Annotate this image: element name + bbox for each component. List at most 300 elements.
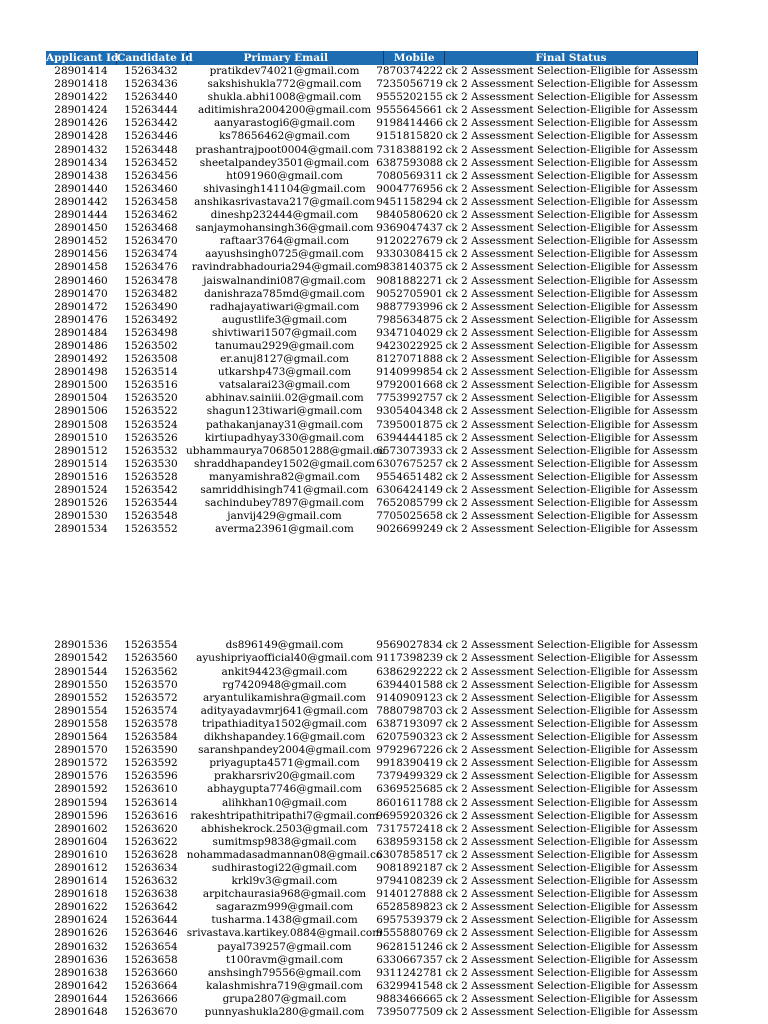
applicant-id-cell[interactable]: 28901426 <box>54 117 108 130</box>
table-row[interactable] <box>46 392 698 405</box>
table-row[interactable] <box>46 744 698 757</box>
email-cell[interactable]: ks78656462@gmail.com <box>219 130 350 143</box>
status-cell[interactable]: ck 2 Assessment Selection-Eligible for Assessm <box>445 444 698 457</box>
table-row[interactable] <box>46 823 698 836</box>
applicant-id-cell[interactable]: 28901632 <box>54 940 108 953</box>
mobile-cell[interactable]: 6329941548 <box>376 979 443 992</box>
applicant-id-cell[interactable]: 28901572 <box>54 757 108 770</box>
mobile-cell[interactable]: 6573073933 <box>376 444 443 457</box>
status-cell[interactable]: ck 2 Assessment Selection-Eligible for Assessm <box>445 717 698 730</box>
mobile-cell[interactable]: 6957539379 <box>376 914 443 927</box>
email-cell[interactable]: grupa2807@gmail.com <box>222 992 347 1005</box>
status-cell[interactable]: ck 2 Assessment Selection-Eligible for Assessm <box>445 156 698 169</box>
table-row[interactable] <box>46 261 698 274</box>
email-cell[interactable]: vatsalarai23@gmail.com <box>218 379 351 392</box>
table-row[interactable] <box>46 523 698 536</box>
status-cell[interactable]: ck 2 Assessment Selection-Eligible for Assessm <box>445 353 698 366</box>
table-row[interactable] <box>46 705 698 718</box>
candidate-id-cell[interactable]: 15263528 <box>124 470 178 483</box>
candidate-id-cell[interactable]: 15263444 <box>124 104 178 117</box>
email-cell[interactable]: rg7420948@gmail.com <box>222 678 347 691</box>
applicant-id-cell[interactable]: 28901570 <box>54 744 108 757</box>
mobile-cell[interactable]: 6369525685 <box>376 783 443 796</box>
email-cell[interactable]: krkl9v3@gmail.com <box>231 875 338 888</box>
candidate-id-cell[interactable]: 15263596 <box>124 770 178 783</box>
status-cell[interactable]: ck 2 Assessment Selection-Eligible for Assessm <box>445 809 698 822</box>
email-cell[interactable]: ankit94423@gmail.com <box>221 665 348 678</box>
applicant-id-cell[interactable]: 28901516 <box>54 470 108 483</box>
status-cell[interactable]: ck 2 Assessment Selection-Eligible for Assessm <box>445 300 698 313</box>
applicant-id-cell[interactable]: 28901542 <box>54 652 108 665</box>
candidate-id-cell[interactable]: 15263520 <box>124 392 178 405</box>
status-cell[interactable]: ck 2 Assessment Selection-Eligible for Assessm <box>445 783 698 796</box>
table-row[interactable] <box>46 679 698 692</box>
table-row[interactable] <box>46 157 698 170</box>
applicant-id-cell[interactable]: 28901440 <box>54 182 108 195</box>
mobile-cell[interactable]: 9555202155 <box>376 91 443 104</box>
applicant-id-cell[interactable]: 28901418 <box>54 78 108 91</box>
candidate-id-cell[interactable]: 15263492 <box>124 313 178 326</box>
applicant-id-cell[interactable]: 28901444 <box>54 209 108 222</box>
email-cell[interactable]: pratikdev74021@gmail.com <box>209 65 360 77</box>
candidate-id-cell[interactable]: 15263522 <box>124 405 178 418</box>
table-row[interactable] <box>46 497 698 510</box>
mobile-cell[interactable]: 9305404348 <box>376 405 443 418</box>
candidate-id-cell[interactable]: 15263526 <box>124 431 178 444</box>
status-cell[interactable]: ck 2 Assessment Selection-Eligible for Assessm <box>445 914 698 927</box>
table-row[interactable] <box>46 144 698 157</box>
applicant-id-cell[interactable]: 28901604 <box>54 835 108 848</box>
applicant-id-cell[interactable]: 28901576 <box>54 770 108 783</box>
candidate-id-cell[interactable]: 15263442 <box>124 117 178 130</box>
header-mobile[interactable]: Mobile <box>384 51 445 65</box>
applicant-id-cell[interactable]: 28901648 <box>54 1006 108 1018</box>
candidate-id-cell[interactable]: 15263616 <box>124 809 178 822</box>
email-cell[interactable]: t100ravm@gmail.com <box>225 953 344 966</box>
mobile-cell[interactable]: 7080569311 <box>376 169 443 182</box>
email-cell[interactable]: ayushipriyaofficial40@gmail.com <box>196 652 373 665</box>
table-row[interactable] <box>46 770 698 783</box>
table-row[interactable] <box>46 314 698 327</box>
email-cell[interactable]: prashantrajpoot0004@gmail.com <box>195 143 374 156</box>
status-cell[interactable]: ck 2 Assessment Selection-Eligible for Assessm <box>445 182 698 195</box>
table-row[interactable] <box>46 849 698 862</box>
applicant-id-cell[interactable]: 28901486 <box>54 339 108 352</box>
candidate-id-cell[interactable]: 15263628 <box>124 848 178 861</box>
email-cell[interactable]: raftaar3764@gmail.com <box>219 235 350 248</box>
applicant-id-cell[interactable]: 28901450 <box>54 222 108 235</box>
email-cell[interactable]: nohammadasadmannan08@gmail.co <box>186 848 383 861</box>
table-row[interactable] <box>46 927 698 940</box>
applicant-id-cell[interactable]: 28901644 <box>54 992 108 1005</box>
email-cell[interactable]: manyamishra82@gmail.com <box>209 470 360 483</box>
mobile-cell[interactable]: 6306424149 <box>376 484 443 496</box>
applicant-id-cell[interactable]: 28901504 <box>54 392 108 405</box>
email-cell[interactable]: dineshp232444@gmail.com <box>210 209 359 222</box>
mobile-cell[interactable]: 9081892187 <box>376 861 443 874</box>
email-cell[interactable]: sakshishukla772@gmail.com <box>207 78 362 91</box>
status-cell[interactable]: ck 2 Assessment Selection-Eligible for Assessm <box>445 691 698 704</box>
email-cell[interactable]: er.anuj8127@gmail.com <box>220 353 349 366</box>
email-cell[interactable]: rakeshtripathitripathi7@gmail.com <box>190 809 379 822</box>
email-cell[interactable]: averma23961@gmail.com <box>215 523 354 536</box>
status-cell[interactable]: ck 2 Assessment Selection-Eligible for Assessm <box>445 274 698 287</box>
applicant-id-cell[interactable]: 28901460 <box>54 274 108 287</box>
email-cell[interactable]: abhishekrock.2503@gmail.com <box>200 822 369 835</box>
applicant-id-cell[interactable]: 28901432 <box>54 143 108 156</box>
table-row[interactable] <box>46 340 698 353</box>
candidate-id-cell[interactable]: 15263620 <box>124 822 178 835</box>
status-cell[interactable]: ck 2 Assessment Selection-Eligible for Assessm <box>445 457 698 470</box>
status-cell[interactable]: ck 2 Assessment Selection-Eligible for Assessm <box>445 248 698 261</box>
mobile-cell[interactable]: 7318388192 <box>376 143 443 156</box>
applicant-id-cell[interactable]: 28901506 <box>54 405 108 418</box>
applicant-id-cell[interactable]: 28901484 <box>54 326 108 339</box>
status-cell[interactable]: ck 2 Assessment Selection-Eligible for Assessm <box>445 979 698 992</box>
table-row[interactable] <box>46 130 698 143</box>
status-cell[interactable]: ck 2 Assessment Selection-Eligible for Assessm <box>445 104 698 117</box>
mobile-cell[interactable]: 6207590323 <box>376 731 443 744</box>
status-cell[interactable]: ck 2 Assessment Selection-Eligible for Assessm <box>445 992 698 1005</box>
candidate-id-cell[interactable]: 15263462 <box>124 209 178 222</box>
applicant-id-cell[interactable]: 28901526 <box>54 497 108 510</box>
status-cell[interactable]: ck 2 Assessment Selection-Eligible for Assessm <box>445 195 698 208</box>
candidate-id-cell[interactable]: 15263544 <box>124 497 178 510</box>
candidate-id-cell[interactable]: 15263498 <box>124 326 178 339</box>
candidate-id-cell[interactable]: 15263552 <box>124 523 178 536</box>
applicant-id-cell[interactable]: 28901472 <box>54 300 108 313</box>
email-cell[interactable]: anshikasrivastava217@gmail.com <box>194 195 375 208</box>
mobile-cell[interactable]: 6307675257 <box>376 457 443 470</box>
applicant-id-cell[interactable]: 28901508 <box>54 418 108 431</box>
applicant-id-cell[interactable]: 28901594 <box>54 796 108 809</box>
table-row[interactable] <box>46 91 698 104</box>
mobile-cell[interactable]: 7753992757 <box>376 392 443 405</box>
applicant-id-cell[interactable]: 28901512 <box>54 444 108 457</box>
candidate-id-cell[interactable]: 15263632 <box>124 875 178 888</box>
table-row[interactable] <box>46 862 698 875</box>
mobile-cell[interactable]: 6386292222 <box>376 665 443 678</box>
mobile-cell[interactable]: 6528589823 <box>376 901 443 914</box>
applicant-id-cell[interactable]: 28901554 <box>54 704 108 717</box>
status-cell[interactable]: ck 2 Assessment Selection-Eligible for Assessm <box>445 652 698 665</box>
status-cell[interactable]: ck 2 Assessment Selection-Eligible for Assessm <box>445 523 698 536</box>
mobile-cell[interactable]: 9026699249 <box>376 523 443 536</box>
candidate-id-cell[interactable]: 15263584 <box>124 731 178 744</box>
applicant-id-cell[interactable]: 28901592 <box>54 783 108 796</box>
email-cell[interactable]: aanyarastogi6@gmail.com <box>213 117 356 130</box>
candidate-id-cell[interactable]: 15263638 <box>124 888 178 901</box>
table-row[interactable] <box>46 692 698 705</box>
table-row[interactable] <box>46 967 698 980</box>
table-row[interactable] <box>46 1006 698 1019</box>
candidate-id-cell[interactable]: 15263456 <box>124 169 178 182</box>
email-cell[interactable]: alihkhan10@gmail.com <box>222 796 347 809</box>
table-row[interactable] <box>46 445 698 458</box>
candidate-id-cell[interactable]: 15263524 <box>124 418 178 431</box>
applicant-id-cell[interactable]: 28901534 <box>54 523 108 536</box>
candidate-id-cell[interactable]: 15263530 <box>124 457 178 470</box>
mobile-cell[interactable]: 9792001668 <box>376 379 443 392</box>
mobile-cell[interactable]: 6389593158 <box>376 835 443 848</box>
table-row[interactable] <box>46 327 698 340</box>
email-cell[interactable]: punnyashukla280@gmail.com <box>204 1006 365 1018</box>
email-cell[interactable]: aditimishra2004200@gmail.com <box>197 104 372 117</box>
applicant-id-cell[interactable]: 28901552 <box>54 691 108 704</box>
status-cell[interactable]: ck 2 Assessment Selection-Eligible for Assessm <box>445 835 698 848</box>
table-row[interactable] <box>46 901 698 914</box>
table-row[interactable] <box>46 731 698 744</box>
mobile-cell[interactable]: 6330667357 <box>376 953 443 966</box>
mobile-cell[interactable]: 7395077509 <box>376 1006 443 1018</box>
status-cell[interactable]: ck 2 Assessment Selection-Eligible for Assessm <box>445 497 698 510</box>
candidate-id-cell[interactable]: 15263560 <box>124 652 178 665</box>
table-row[interactable] <box>46 980 698 993</box>
applicant-id-cell[interactable]: 28901524 <box>54 484 108 496</box>
mobile-cell[interactable]: 7235056719 <box>376 78 443 91</box>
header-primary-email[interactable]: Primary Email <box>188 51 384 65</box>
status-cell[interactable]: ck 2 Assessment Selection-Eligible for Assessm <box>445 379 698 392</box>
status-cell[interactable]: ck 2 Assessment Selection-Eligible for Assessm <box>445 757 698 770</box>
status-cell[interactable]: ck 2 Assessment Selection-Eligible for Assessm <box>445 117 698 130</box>
mobile-cell[interactable]: 9198414466 <box>376 117 443 130</box>
mobile-cell[interactable]: 9695920326 <box>376 809 443 822</box>
candidate-id-cell[interactable]: 15263508 <box>124 353 178 366</box>
table-row[interactable] <box>46 875 698 888</box>
status-cell[interactable]: ck 2 Assessment Selection-Eligible for Assessm <box>445 1006 698 1018</box>
candidate-id-cell[interactable]: 15263670 <box>124 1006 178 1018</box>
mobile-cell[interactable]: 9451158294 <box>376 195 443 208</box>
mobile-cell[interactable]: 9887793996 <box>376 300 443 313</box>
mobile-cell[interactable]: 9330308415 <box>376 248 443 261</box>
mobile-cell[interactable]: 9151815820 <box>376 130 443 143</box>
table-row[interactable] <box>46 353 698 366</box>
table-row[interactable] <box>46 170 698 183</box>
status-cell[interactable]: ck 2 Assessment Selection-Eligible for Assessm <box>445 431 698 444</box>
applicant-id-cell[interactable]: 28901498 <box>54 366 108 379</box>
status-cell[interactable]: ck 2 Assessment Selection-Eligible for Assessm <box>445 484 698 496</box>
email-cell[interactable]: shivasingh141104@gmail.com <box>203 182 366 195</box>
email-cell[interactable]: srivastava.kartikey.0884@gmail.com <box>186 927 383 940</box>
applicant-id-cell[interactable]: 28901596 <box>54 809 108 822</box>
candidate-id-cell[interactable]: 15263514 <box>124 366 178 379</box>
table-row[interactable] <box>46 718 698 731</box>
status-cell[interactable]: ck 2 Assessment Selection-Eligible for Assessm <box>445 861 698 874</box>
email-cell[interactable]: saranshpandey2004@gmail.com <box>198 744 371 757</box>
candidate-id-cell[interactable]: 15263574 <box>124 704 178 717</box>
status-cell[interactable]: ck 2 Assessment Selection-Eligible for Assessm <box>445 392 698 405</box>
mobile-cell[interactable]: 9081882271 <box>376 274 443 287</box>
table-row[interactable] <box>46 783 698 796</box>
table-row[interactable] <box>46 993 698 1006</box>
table-row[interactable] <box>46 797 698 810</box>
mobile-cell[interactable]: 9555880769 <box>376 927 443 940</box>
email-cell[interactable]: shukla.abhi1008@gmail.com <box>207 91 362 104</box>
table-row[interactable] <box>46 954 698 967</box>
candidate-id-cell[interactable]: 15263610 <box>124 783 178 796</box>
table-row[interactable] <box>46 288 698 301</box>
email-cell[interactable]: abhaygupta7746@gmail.com <box>207 783 362 796</box>
email-cell[interactable]: ht091960@gmail.com <box>226 169 343 182</box>
status-cell[interactable]: ck 2 Assessment Selection-Eligible for Assessm <box>445 130 698 143</box>
email-cell[interactable]: sudhirastogi22@gmail.com <box>211 861 358 874</box>
table-row[interactable] <box>46 510 698 523</box>
status-cell[interactable]: ck 2 Assessment Selection-Eligible for Assessm <box>445 405 698 418</box>
status-cell[interactable]: ck 2 Assessment Selection-Eligible for Assessm <box>445 796 698 809</box>
mobile-cell[interactable]: 9628151246 <box>376 940 443 953</box>
table-row[interactable] <box>46 183 698 196</box>
applicant-id-cell[interactable]: 28901452 <box>54 235 108 248</box>
table-row[interactable] <box>46 117 698 130</box>
email-cell[interactable]: pathakanjanay31@gmail.com <box>205 418 364 431</box>
status-cell[interactable]: ck 2 Assessment Selection-Eligible for Assessm <box>445 875 698 888</box>
candidate-id-cell[interactable]: 15263664 <box>124 979 178 992</box>
table-row[interactable] <box>46 405 698 418</box>
email-cell[interactable]: aayushsingh0725@gmail.com <box>205 248 364 261</box>
candidate-id-cell[interactable]: 15263542 <box>124 484 178 496</box>
email-cell[interactable]: ubhammaurya7068501288@gmail.co <box>186 444 386 457</box>
candidate-id-cell[interactable]: 15263572 <box>124 691 178 704</box>
candidate-id-cell[interactable]: 15263478 <box>124 274 178 287</box>
candidate-id-cell[interactable]: 15263440 <box>124 91 178 104</box>
mobile-cell[interactable]: 9569027834 <box>376 639 443 652</box>
mobile-cell[interactable]: 6394401588 <box>376 678 443 691</box>
table-row[interactable] <box>46 432 698 445</box>
applicant-id-cell[interactable]: 28901614 <box>54 875 108 888</box>
mobile-cell[interactable]: 9120227679 <box>376 235 443 248</box>
mobile-cell[interactable]: 9838140375 <box>376 261 443 274</box>
candidate-id-cell[interactable]: 15263658 <box>124 953 178 966</box>
table-row[interactable] <box>46 248 698 261</box>
table-row[interactable] <box>46 222 698 235</box>
table-row[interactable] <box>46 757 698 770</box>
email-cell[interactable]: arpitchaurasia968@gmail.com <box>202 888 367 901</box>
mobile-cell[interactable]: 9347104029 <box>376 326 443 339</box>
mobile-cell[interactable]: 7652085799 <box>376 497 443 510</box>
candidate-id-cell[interactable]: 15263562 <box>124 665 178 678</box>
candidate-id-cell[interactable]: 15263646 <box>124 927 178 940</box>
table-row[interactable] <box>46 235 698 248</box>
email-cell[interactable]: kirtiupadhyay330@gmail.com <box>204 431 365 444</box>
status-cell[interactable]: ck 2 Assessment Selection-Eligible for Assessm <box>445 927 698 940</box>
candidate-id-cell[interactable]: 15263474 <box>124 248 178 261</box>
mobile-cell[interactable]: 9555645661 <box>376 104 443 117</box>
applicant-id-cell[interactable]: 28901612 <box>54 861 108 874</box>
status-cell[interactable]: ck 2 Assessment Selection-Eligible for Assessm <box>445 261 698 274</box>
candidate-id-cell[interactable]: 15263590 <box>124 744 178 757</box>
table-row[interactable] <box>46 196 698 209</box>
email-cell[interactable]: sagarazm999@gmail.com <box>215 901 354 914</box>
mobile-cell[interactable]: 9140127888 <box>376 888 443 901</box>
candidate-id-cell[interactable]: 15263654 <box>124 940 178 953</box>
table-row[interactable] <box>46 836 698 849</box>
mobile-cell[interactable]: 6307858517 <box>376 848 443 861</box>
applicant-id-cell[interactable]: 28901456 <box>54 248 108 261</box>
status-cell[interactable]: ck 2 Assessment Selection-Eligible for Assessm <box>445 169 698 182</box>
applicant-id-cell[interactable]: 28901602 <box>54 822 108 835</box>
candidate-id-cell[interactable]: 15263446 <box>124 130 178 143</box>
status-cell[interactable]: ck 2 Assessment Selection-Eligible for Assessm <box>445 143 698 156</box>
table-row[interactable] <box>46 888 698 901</box>
header-candidate-id[interactable]: Candidate Id <box>117 52 193 64</box>
status-cell[interactable]: ck 2 Assessment Selection-Eligible for Assessm <box>445 901 698 914</box>
applicant-id-cell[interactable]: 28901500 <box>54 379 108 392</box>
mobile-cell[interactable]: 9918390419 <box>376 757 443 770</box>
status-cell[interactable]: ck 2 Assessment Selection-Eligible for Assessm <box>445 470 698 483</box>
status-cell[interactable]: ck 2 Assessment Selection-Eligible for Assessm <box>445 953 698 966</box>
applicant-id-cell[interactable]: 28901414 <box>54 65 108 77</box>
mobile-cell[interactable]: 9423022925 <box>376 339 443 352</box>
candidate-id-cell[interactable]: 15263570 <box>124 678 178 691</box>
mobile-cell[interactable]: 7705025658 <box>376 510 443 523</box>
mobile-cell[interactable]: 9004776956 <box>376 182 443 195</box>
applicant-id-cell[interactable]: 28901422 <box>54 91 108 104</box>
applicant-id-cell[interactable]: 28901622 <box>54 901 108 914</box>
email-cell[interactable]: sanjaymohansingh36@gmail.com <box>195 222 374 235</box>
applicant-id-cell[interactable]: 28901510 <box>54 431 108 444</box>
email-cell[interactable]: janvij429@gmail.com <box>227 510 342 523</box>
email-cell[interactable]: priyagupta4571@gmail.com <box>209 757 360 770</box>
table-row[interactable] <box>46 366 698 379</box>
candidate-id-cell[interactable]: 15263548 <box>124 510 178 523</box>
table-row[interactable] <box>46 65 698 78</box>
candidate-id-cell[interactable]: 15263592 <box>124 757 178 770</box>
applicant-id-cell[interactable]: 28901476 <box>54 313 108 326</box>
table-row[interactable] <box>46 914 698 927</box>
email-cell[interactable]: sachindubey7897@gmail.com <box>204 497 365 510</box>
mobile-cell[interactable]: 9052705901 <box>376 287 443 300</box>
mobile-cell[interactable]: 9840580620 <box>376 209 443 222</box>
candidate-id-cell[interactable]: 15263622 <box>124 835 178 848</box>
status-cell[interactable]: ck 2 Assessment Selection-Eligible for Assessm <box>445 665 698 678</box>
status-cell[interactable]: ck 2 Assessment Selection-Eligible for Assessm <box>445 639 698 652</box>
mobile-cell[interactable]: 8127071888 <box>376 353 443 366</box>
candidate-id-cell[interactable]: 15263458 <box>124 195 178 208</box>
email-cell[interactable]: jaiswalnandini087@gmail.com <box>203 274 366 287</box>
email-cell[interactable]: sumitmsp9838@gmail.com <box>212 835 357 848</box>
candidate-id-cell[interactable]: 15263634 <box>124 861 178 874</box>
header-applicant-id[interactable]: Applicant Id <box>46 52 119 64</box>
table-row[interactable] <box>46 209 698 222</box>
status-cell[interactable]: ck 2 Assessment Selection-Eligible for Assessm <box>445 313 698 326</box>
status-cell[interactable]: ck 2 Assessment Selection-Eligible for Assessm <box>445 940 698 953</box>
mobile-cell[interactable]: 7880798703 <box>376 704 443 717</box>
applicant-id-cell[interactable]: 28901530 <box>54 510 108 523</box>
candidate-id-cell[interactable]: 15263460 <box>124 182 178 195</box>
table-row[interactable] <box>46 78 698 91</box>
mobile-cell[interactable]: 6387193097 <box>376 717 443 730</box>
candidate-id-cell[interactable]: 15263614 <box>124 796 178 809</box>
candidate-id-cell[interactable]: 15263476 <box>124 261 178 274</box>
candidate-id-cell[interactable]: 15263532 <box>124 444 178 457</box>
applicant-id-cell[interactable]: 28901514 <box>54 457 108 470</box>
candidate-id-cell[interactable]: 15263554 <box>124 639 178 652</box>
mobile-cell[interactable]: 9140999854 <box>376 366 443 379</box>
candidate-id-cell[interactable]: 15263432 <box>124 65 178 77</box>
status-cell[interactable]: ck 2 Assessment Selection-Eligible for Assessm <box>445 510 698 523</box>
email-cell[interactable]: dikhshapandey.16@gmail.com <box>203 731 366 744</box>
mobile-cell[interactable]: 7985634875 <box>376 313 443 326</box>
candidate-id-cell[interactable]: 15263516 <box>124 379 178 392</box>
email-cell[interactable]: radhajayatiwari@gmail.com <box>209 300 360 313</box>
applicant-id-cell[interactable]: 28901638 <box>54 966 108 979</box>
mobile-cell[interactable]: 7395001875 <box>376 418 443 431</box>
applicant-id-cell[interactable]: 28901618 <box>54 888 108 901</box>
status-cell[interactable]: ck 2 Assessment Selection-Eligible for Assessm <box>445 91 698 104</box>
applicant-id-cell[interactable]: 28901626 <box>54 927 108 940</box>
email-cell[interactable]: samriddhisingh741@gmail.com <box>200 484 369 496</box>
mobile-cell[interactable]: 9883466665 <box>376 992 443 1005</box>
